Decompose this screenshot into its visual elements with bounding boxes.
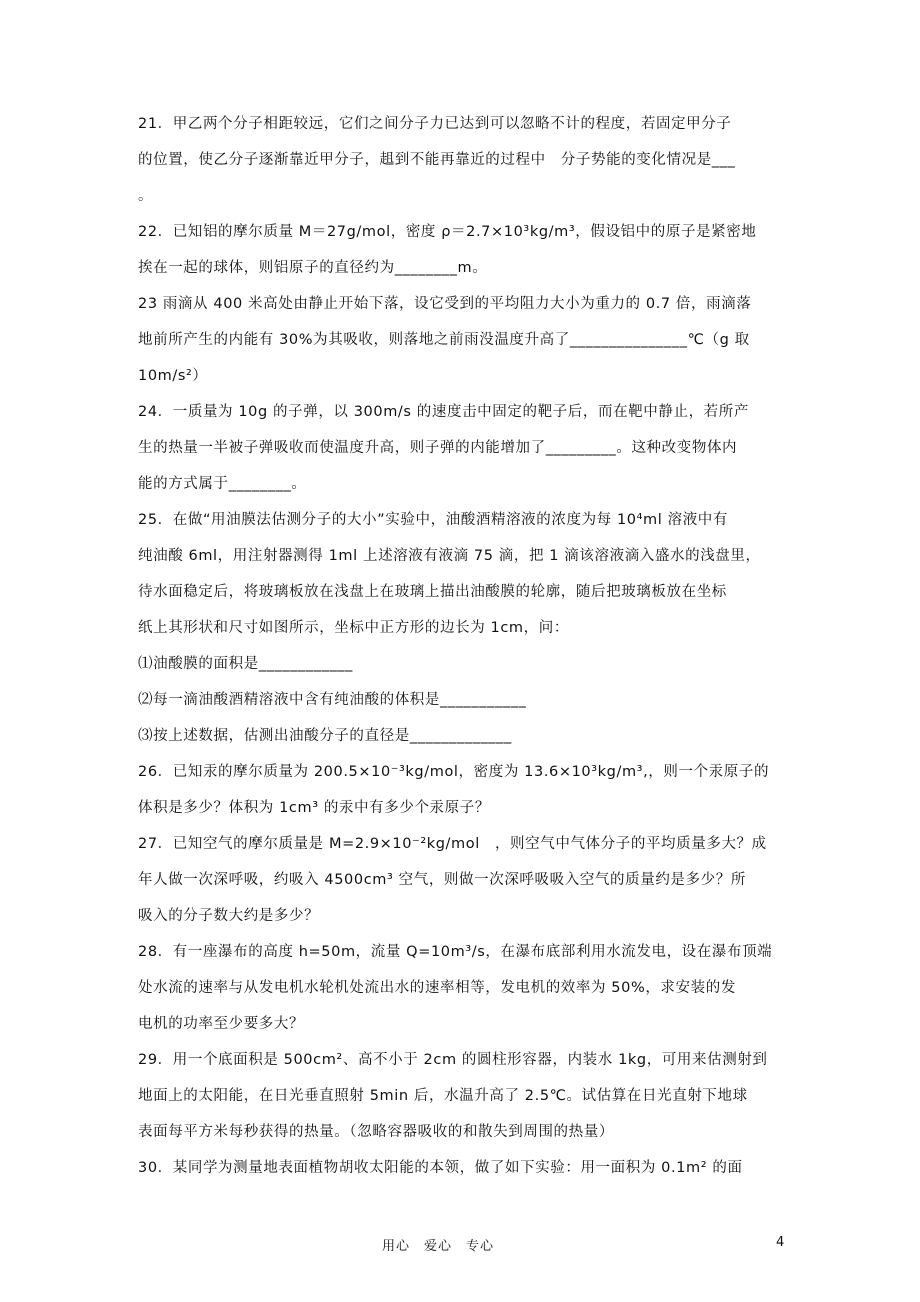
text-line: 21．甲乙两个分子相距较远，它们之间分子力已达到可以忽略不计的程度，若固定甲分子 xyxy=(138,116,732,132)
text-line: 年人做一次深呼吸，约吸入 4500cm³ 空气，则做一次深呼吸吸入空气的质量约是多少？所 xyxy=(138,872,746,888)
text-line: 30．某同学为测量地表面植物胡收太阳能的本领，做了如下实验：用一面积为 0.1m² 的面 xyxy=(138,1160,743,1176)
text-line: 。 xyxy=(138,188,154,204)
text-line: 处水流的速率与从发电机水轮机处流出水的速率相等，发电机的效率为 50%，求安装的发 xyxy=(138,980,736,996)
question-text xyxy=(138,114,784,1194)
text-line: 纸上其形状和尺寸如图所示，坐标中正方形的边长为 1cm，问： xyxy=(138,620,569,636)
text-line: 电机的功率至少要多大？ xyxy=(138,1016,305,1032)
text-line: 地前所产生的内能有 30%为其吸收，则落地之前雨没温度升高了_______________℃（g 取 xyxy=(138,332,750,348)
text-line: 23 雨滴从 400 米高处由静止开始下落，设它受到的平均阻力大小为重力的 0.7 倍，雨滴落 xyxy=(138,296,752,312)
text-line: 地面上的太阳能，在日光垂直照射 5min 后，水温升高了 2.5℃。试估算在日光直射下地球 xyxy=(138,1088,748,1104)
text-line: 24．一质量为 10g 的子弹，以 300m/s 的速度击中固定的靶子后，而在靶中静止，若所产 xyxy=(138,404,749,420)
text-line: 27．已知空气的摩尔质量是 M=2.9×10⁻²kg/mol ，则空气中气体分子的平均质量多大？成 xyxy=(138,836,767,852)
text-line: 28．有一座瀑布的高度 h=50m，流量 Q=10m³/s，在瀑布底部利用水流发电，设在瀑布顶端 xyxy=(138,944,773,960)
text-line: 25．在做“用油膜法估测分子的大小”实验中，油酸酒精溶液的浓度为每 10⁴ml 溶液中有 xyxy=(138,512,729,528)
text-line: 10m/s²） xyxy=(138,368,208,384)
page-number: 4 xyxy=(776,1235,786,1250)
text-line: 表面每平方米每秒获得的热量。（忽略容器吸收的和散失到周围的热量） xyxy=(138,1124,614,1140)
text-line: 能的方式属于________。 xyxy=(138,476,307,492)
text-line: 吸入的分子数大约是多少？ xyxy=(138,908,320,924)
text-line: 22．已知铝的摩尔质量 M＝27g/mol，密度 ρ＝2.7×10³kg/m³，假设铝中的原子是紧密地 xyxy=(138,224,757,240)
text-line: 体积是多少？体积为 1cm³ 的汞中有多少个汞原子？ xyxy=(138,800,490,816)
text-line: ⑴油酸膜的面积是____________ xyxy=(138,656,353,672)
text-line: ⑵每一滴油酸酒精溶液中含有纯油酸的体积是___________ xyxy=(138,692,527,708)
text-line: 26．已知汞的摩尔质量为 200.5×10⁻³kg/mol，密度为 13.6×10³kg/m³,，则一个汞原子的 xyxy=(138,764,770,780)
text-line: 生的热量一半被子弹吸收而使温度升高，则子弹的内能增加了_________。这种改变物体内 xyxy=(138,440,738,456)
text-line: ⑶按上述数据，估测出油酸分子的直径是_____________ xyxy=(138,728,512,744)
footer-motto: 用心 爱心 专心 xyxy=(382,1239,495,1254)
text-line: 挨在一起的球体，则铝原子的直径约为________m。 xyxy=(138,260,488,276)
text-line: 待水面稳定后，将玻璃板放在浅盘上在玻璃上描出油酸膜的轮廓，随后把玻璃板放在坐标 xyxy=(138,584,727,600)
text-line: 29．用一个底面积是 500cm²、高不小于 2cm 的圆柱形容器，内装水 1kg，可用来估测射到 xyxy=(138,1052,768,1068)
text-line: 的位置，使乙分子逐渐靠近甲分子，趄到不能再靠近的过程中 分子势能的变化情况是___ xyxy=(138,152,736,168)
text-line: 纯油酸 6ml，用注射器测得 1ml 上述溶液有液滴 75 滴，把 1 滴该溶液滴入盛水的浅盘里， xyxy=(138,548,761,564)
